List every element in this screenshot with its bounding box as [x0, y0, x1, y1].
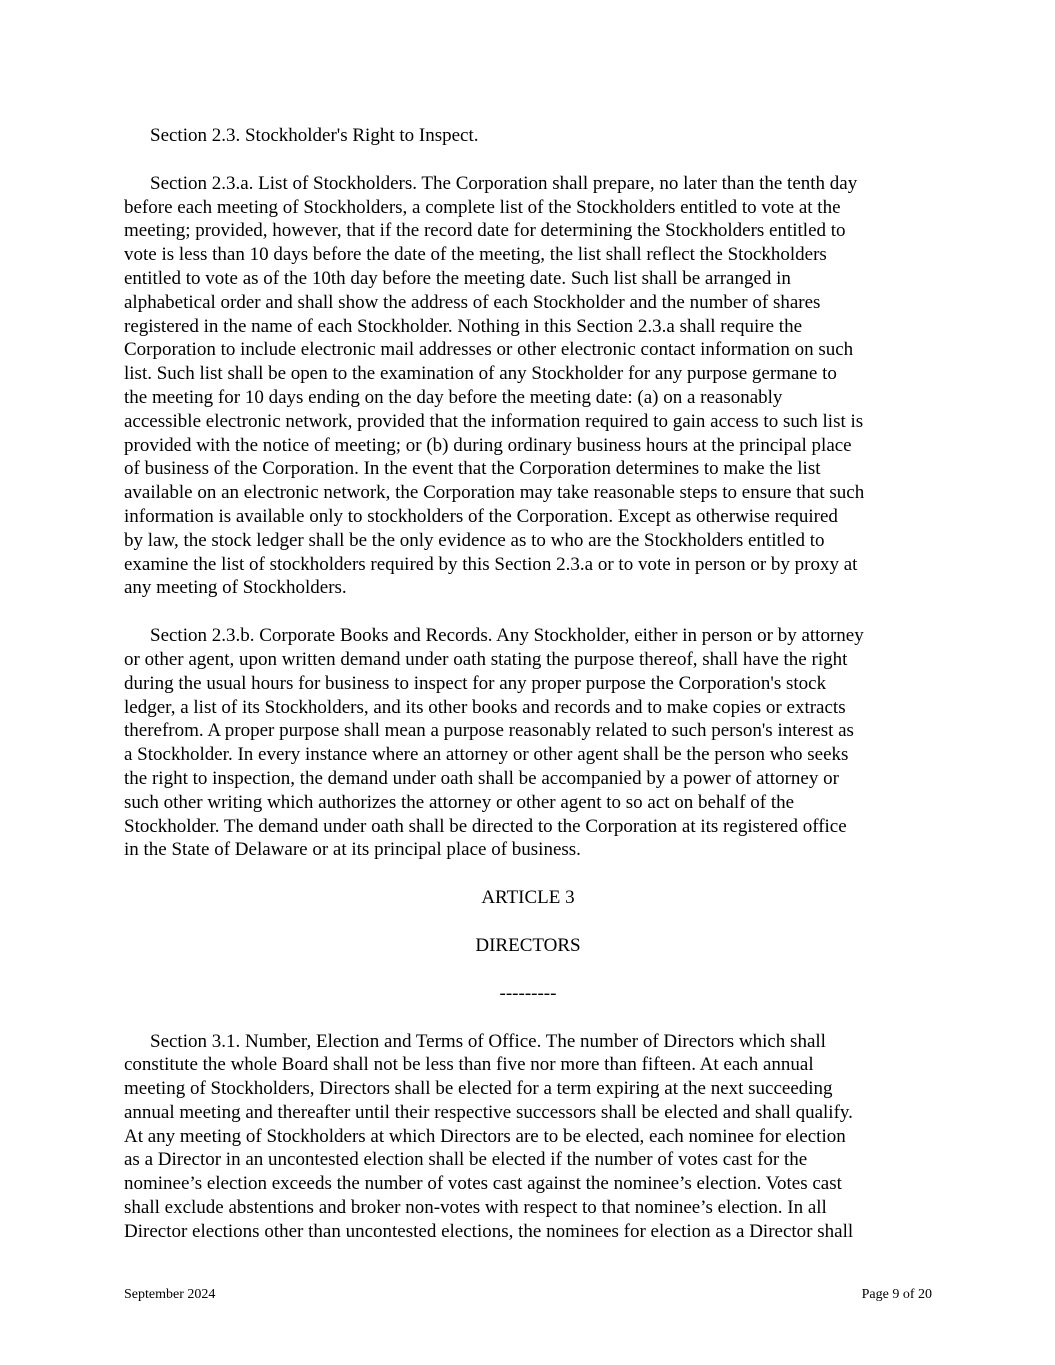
section-2-3-heading: Section 2.3. Stockholder's Right to Inspect. — [150, 125, 479, 146]
article-title: ARTICLE 3 — [481, 887, 575, 909]
spacer — [124, 600, 932, 624]
section-2-3-a-paragraph: Section 2.3.a. List of Stockholders. The Corporation shall prepare, no later than the tenth day before each meeting of Stockholders, a complete list of the Stockholders entitled to vote at the meeting; provided, however, that if the record date for determining the Stockholders entitled to vote is less than 10 days before the date of the meeting, the list shall reflect the Stockholders entitled to vote as of the 10th day before the meeting date. Such list shall be arranged in alphabetical order and shall show the address of each Stockholder and the number of shares registered in the name of each Stockholder. Nothing in this Section 2.3.a shall require the Corporation to include electronic mail addresses or other electronic contact information on such list. Such list shall be open to the examination of any Stockholder for any purpose germane to the meeting for 10 days ending on the day before the meeting date: (a) on a reasonably accessible electronic network, provided that the information required to gain access to such list is provided with the notice of meeting; or (b) during ordinary business hours at the principal place of business of the Corporation. In the event that the Corporation determines to make the list available on an electronic network, the Corporation may take reasonable steps to ensure that such information is available only to stockholders of the Corporation. Except as otherwise required by law, the stock ledger shall be the only evidence as to who are the Stockholders entitled to examine the list of stockholders required by this Section 2.3.a or to vote in person or by proxy at any meeting of Stockholders. — [124, 172, 865, 599]
document-page — [124, 124, 932, 1244]
section-2-3-b-paragraph: Section 2.3.b. Corporate Books and Records. Any Stockholder, either in person or by attorney or other agent, upon written demand under oath stating the purpose thereof, shall have the right during the usual hours for business to inspect for any proper purpose the Corporation's stock ledger, a list of its Stockholders, and its other books and records and to make copies or extracts therefrom. A proper purpose shall mean a purpose reasonably related to such person's interest as a Stockholder. In every instance where an attorney or other agent shall be the person who seeks the right to inspection, the demand under oath shall be accompanied by a power of attorney or such other writing which authorizes the attorney or other agent to so act on behalf of the Stockholder. The demand under oath shall be directed to the Corporation at its registered office in the State of Delaware or at its principal place of business. — [124, 625, 864, 861]
article-name: DIRECTORS — [475, 934, 581, 956]
spacer — [124, 148, 932, 172]
spacer — [124, 910, 932, 934]
footer-date: September 2024 — [124, 1287, 216, 1302]
spacer — [124, 1006, 932, 1030]
spacer — [124, 862, 932, 886]
section-3-1-paragraph: Section 3.1. Number, Election and Terms of Office. The number of Directors which shall constitute the whole Board shall not be less than five nor more than fifteen. At each annual meeting of Stockholders, Directors shall be elected for a term expiring at the next succeeding annual meeting and thereafter until their respective successors shall be elected and shall qualify. At any meeting of Stockholders at which Directors are to be elected, each nominee for election as a Director in an uncontested election shall be elected if the number of votes cast for the nominee’s election exceeds the number of votes cast against the nominee’s election. Votes cast shall exclude abstentions and broker non-votes with respect to that nominee’s election. In all Director elections other than uncontested elections, the nominees for election as a Director shall — [124, 1030, 854, 1242]
spacer — [124, 958, 932, 982]
footer-page-number: Page 9 of 20 — [861, 1287, 932, 1302]
article-separator: --------- — [499, 982, 557, 1004]
